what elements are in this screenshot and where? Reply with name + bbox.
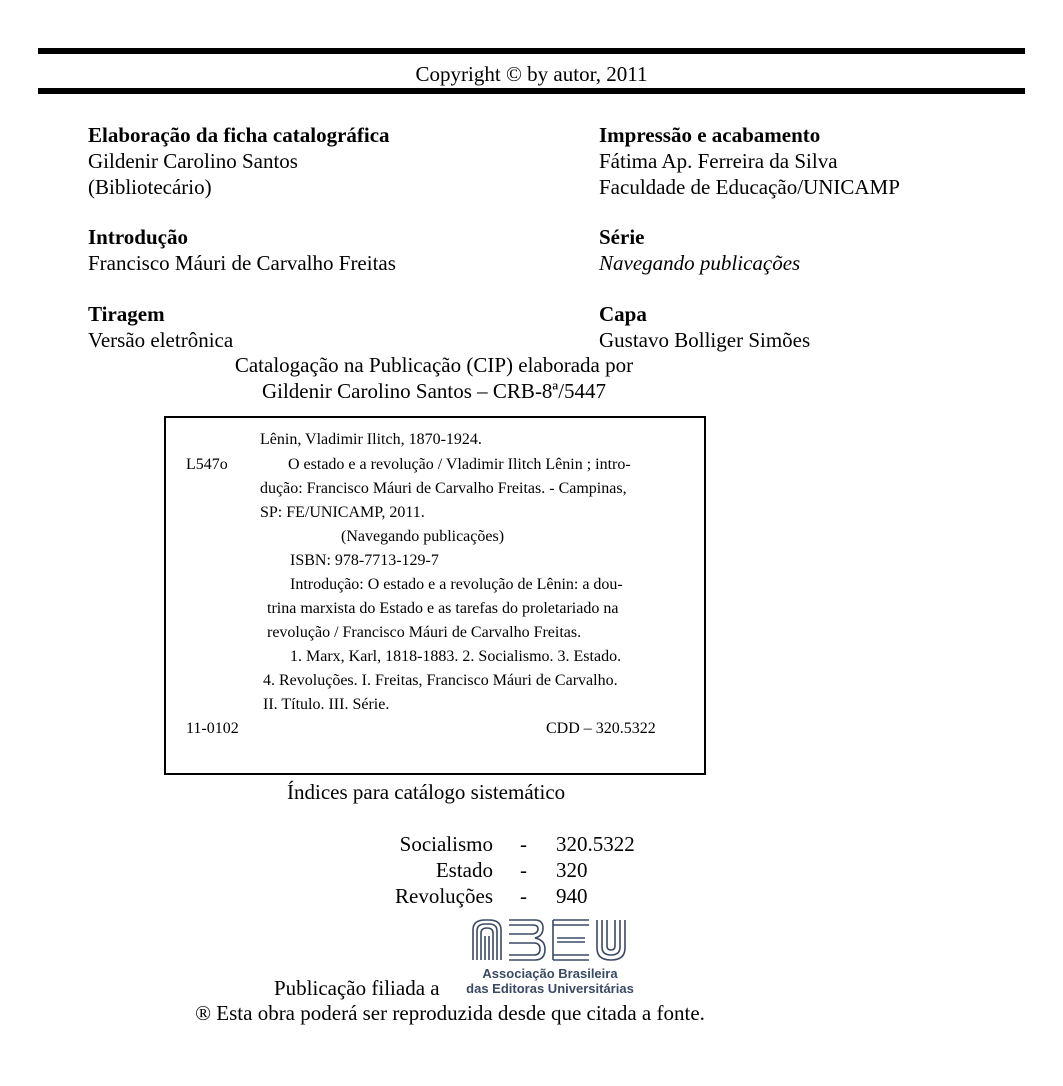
credits-right-2: [599, 224, 800, 276]
credits-right-1: [599, 122, 900, 200]
affiliation-text: Publicação filiada a: [274, 976, 440, 1000]
index-dash: -: [520, 858, 527, 882]
index-dash: -: [520, 884, 527, 908]
abeu-logo: [465, 916, 635, 1000]
card-cdd: CDD – 320.5322: [546, 720, 656, 737]
card-line: ISBN: 978-7713-129-7: [290, 552, 439, 569]
copyright-line: Copyright © by autor, 2011: [415, 62, 648, 86]
credit-heading: Introdução: [88, 225, 188, 249]
credit-heading: Tiragem: [88, 302, 165, 326]
reproduction-notice: ® Esta obra poderá ser reproduzida desde que citada a fonte.: [195, 1001, 705, 1025]
credit-heading: Impressão e acabamento: [599, 123, 821, 147]
bottom-rule: [38, 88, 1025, 94]
index-term: Estado: [435, 858, 493, 882]
index-code: 320: [556, 858, 588, 882]
logo-text-line-1: Associação Brasileira: [482, 966, 618, 981]
card-line: dução: Francisco Máuri de Carvalho Freitas. - Campinas,: [260, 480, 627, 497]
index-term: Revoluções: [395, 884, 493, 908]
series-name: Navegando publicações: [599, 251, 801, 275]
credit-heading: Série: [599, 225, 645, 249]
card-line: revolução / Francisco Máuri de Carvalho Freitas.: [267, 624, 582, 641]
card-line: Introdução: O estado e a revolução de Lênin: a dou-: [290, 576, 623, 593]
cip-heading: [0, 352, 868, 404]
credit-line: Gildenir Carolino Santos: [88, 149, 298, 173]
card-line: 1. Marx, Karl, 1818-1883. 2. Socialismo. 3. Estado.: [290, 648, 622, 665]
cip-heading-line-1: Catalogação na Publicação (CIP) elaborada por: [234, 353, 634, 377]
credits-left-2: [88, 224, 396, 276]
credit-line: (Bibliotecário): [88, 175, 212, 199]
catalog-card: [164, 416, 706, 775]
credit-heading: Capa: [599, 302, 647, 326]
abeu-logo-icon: [465, 916, 635, 964]
index-term: Socialismo: [399, 832, 493, 856]
index-row: [0, 831, 1063, 857]
card-author: Lênin, Vladimir Ilitch, 1870-1924.: [260, 431, 482, 448]
index-dash: -: [520, 832, 527, 856]
indices-title: Índices para catálogo sistemático: [287, 780, 566, 804]
card-line: SP: FE/UNICAMP, 2011.: [260, 504, 425, 521]
credit-line: Francisco Máuri de Carvalho Freitas: [88, 251, 396, 275]
credit-line: Versão eletrônica: [88, 328, 234, 352]
card-line: O estado e a revolução / Vladimir Ilitch Lênin ; intro-: [288, 456, 631, 473]
index-row: [0, 883, 1063, 909]
card-call-number: L547o: [186, 456, 228, 473]
card-line: II. Título. III. Série.: [263, 696, 390, 713]
top-rule: [38, 48, 1025, 54]
credits-left-3: [88, 301, 233, 353]
card-line: 4. Revoluções. I. Freitas, Francisco Máuri de Carvalho.: [263, 672, 618, 689]
credit-heading: Elaboração da ficha catalográfica: [88, 123, 390, 147]
credit-line: Gustavo Bolliger Simões: [599, 328, 811, 352]
index-code: 320.5322: [556, 832, 635, 856]
card-control-number: 11-0102: [186, 720, 239, 737]
credits-right-3: [599, 301, 810, 353]
credits-left-1: [88, 122, 390, 200]
credit-line: Fátima Ap. Ferreira da Silva: [599, 149, 838, 173]
credit-line: Faculdade de Educação/UNICAMP: [599, 175, 900, 199]
logo-text-line-2: das Editoras Universitárias: [466, 981, 634, 996]
index-code: 940: [556, 884, 588, 908]
cip-heading-line-2: Gildenir Carolino Santos – CRB-8ª/5447: [261, 379, 607, 403]
card-line: trina marxista do Estado e as tarefas do proletariado na: [267, 600, 619, 617]
card-line: (Navegando publicações): [341, 528, 505, 545]
index-row: [0, 857, 1063, 883]
